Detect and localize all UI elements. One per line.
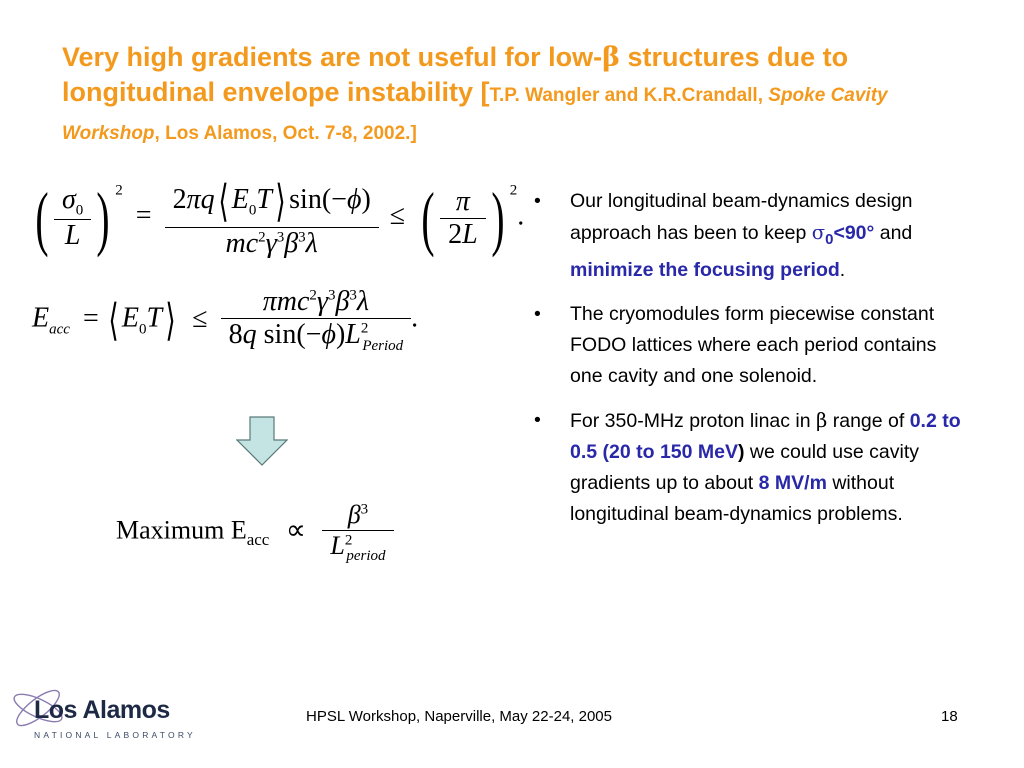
bullet-item-cryomodules: • The cryomodules form piecewise constant FODO lattices where each period contains one cavity and one solenoid. [532,299,972,392]
equation-maximum-gradient: Maximum $E_{acc}$ ∝ $\frac{\beta^3}{L^2_{period}}$ [116,500,394,565]
footer-event: HPSL Workshop, Naperville, May 22-24, 2005 [306,708,612,725]
title-reference-authors: T.P. Wangler and K.R.Crandall, [489,85,769,106]
title-text-2: structures due to longitudinal envelope instability [ [62,42,849,107]
slide-title [62,40,962,151]
down-arrow-icon [236,416,288,466]
bullet-item-proton-linac: • For 350-MHz proton linac in β range of 0.2 to 0.5 (20 to 150 MeV) we could use cavity gradients up to about 8 MV/m without longitudinal beam-dynamics problems. [532,405,972,530]
logo-subtext: NATIONAL LABORATORY [34,730,196,740]
title-reference-location: , Los Alamos, Oct. 7-8, 2002.] [154,123,417,144]
title-reference-workshop: Spoke Cavity Workshop [62,85,888,144]
bullet-item-design-approach: • Our longitudinal beam-dynamics design approach has been to keep $\sigma_0<90^\circ$ and minimize the focusing period. [532,186,972,286]
maximum-label-subscript: acc [246,529,270,549]
los-alamos-logo [8,680,198,752]
equation-accelerating-field-limit: $E_{acc}$ = ⟨ $E_0T⟩$ ≤ $\frac{\pi mc^2\gamma^3\beta^3\lambda}{8q \sin(-\phi)L^2_{Period}}$ . [32,286,419,354]
title-text-1: Very high gradients are not useful for low- [62,42,603,72]
logo-wordmark: Los Alamos [34,696,170,724]
bullet-list [532,186,972,543]
maximum-label: Maximum E [116,515,247,545]
title-beta: β [602,42,621,73]
slide-page-number: 18 [941,708,958,725]
equation-phase-advance: ( $\frac{\sigma_0}{L}$ ) $^2$ = $\frac{2\pi q⟨ E_0T⟩ \sin(-\phi)}{mc^2\gamma^3\beta^3\lambda}$ ≤ ( $\frac{\pi}{2L}$ ) $^2$. [35,177,525,259]
